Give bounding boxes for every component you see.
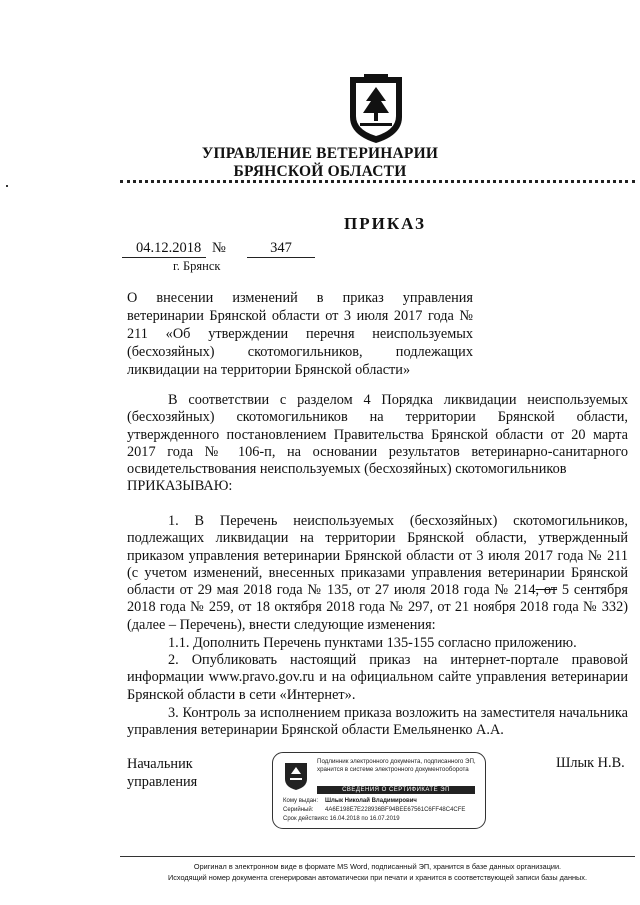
- document-date: 04.12.2018: [122, 240, 206, 258]
- order-word: ПРИКАЗЫВАЮ:: [127, 478, 233, 494]
- stamp-serial-value: 4A6E198E7E228936BF94BEE67561C6FF48C4CFE: [325, 807, 466, 813]
- item-1-text-b: 5 сентября 2018 года № 259, от 18 октября 2018 года № 297, от 21 ноября 2018 года № 332) (далее – Перечень), внести следующие изменения:: [127, 582, 629, 633]
- document-city: г. Брянск: [173, 259, 221, 273]
- organization-name-line1: УПРАВЛЕНИЕ ВЕТЕРИНАРИИ: [201, 145, 439, 162]
- stamp-validity-label: Срок действия:: [283, 816, 326, 822]
- stamp-header-line2: хранится в системе электронного документооборота: [317, 765, 469, 773]
- stamp-issued-row: [283, 798, 483, 804]
- signatory-title: [127, 755, 197, 791]
- item-1-1-paragraph: 1.1. Дополнить Перечень пунктами 135-155 согласно приложению.: [168, 635, 577, 651]
- stamp-emblem-icon: [283, 761, 309, 791]
- document-type-title: ПРИКАЗ: [344, 214, 426, 233]
- header-divider: [120, 180, 635, 183]
- document-number: 347: [247, 240, 315, 258]
- stamp-header-line1: Подлинник электронного документа, подписанного ЭП,: [317, 758, 476, 765]
- signatory-name: Шлык Н.В.: [556, 755, 625, 771]
- signatory-title-line1: Начальник: [127, 756, 193, 772]
- item-2-paragraph: 2. Опубликовать настоящий приказ на интернет-портале правовой информации www.pravo.gov.ru и на официальном сайте управления ветеринарии Брянской области в сети «Интернет».: [127, 652, 628, 703]
- stamp-issued-label: Кому выдан:: [283, 798, 319, 804]
- electronic-signature-stamp: [272, 752, 486, 829]
- signatory-title-line2: управления: [127, 774, 198, 790]
- stamp-issued-value: Шлык Николай Владимирович: [325, 798, 417, 804]
- stamp-header: [317, 758, 483, 773]
- stamp-serial-label: Серийный:: [283, 807, 314, 813]
- stamp-validity-value: с 16.04.2018 по 16.07.2019: [325, 816, 400, 822]
- item-1-text-a: 1. В Перечень неиспользуемых (бесхозяйных) скотомогильников, подлежащих ликвидации на территории Брянской области, утвержденный приказом управления ветеринарии Брянской области от 3 июля 2017 года № 211 (с учетом изменений, внесенных приказами управления ветеринарии Брянской области от 29 мая 2018 года № 135, от 27 июля 2018 года № 214: [127, 513, 628, 599]
- number-label: №: [212, 240, 226, 256]
- coat-of-arms-emblem: [346, 73, 406, 145]
- stray-mark: [6, 185, 8, 187]
- stamp-validity-row: [283, 816, 483, 822]
- item-3-paragraph: 3. Контроль за исполнением приказа возложить на заместителя начальника управления ветеринарии Брянской области Емельяненко А.А.: [127, 705, 628, 739]
- item-1-strikethrough: , от: [535, 582, 558, 599]
- stamp-certificate-bar: СВЕДЕНИЯ О СЕРТИФИКАТЕ ЭП: [317, 786, 475, 794]
- organization-name-line2: БРЯНСКОЙ ОБЛАСТИ: [233, 163, 407, 180]
- item-1-paragraph: [127, 513, 628, 634]
- footer-line2: Исходящий номер документа сгенерирован автоматически при печати и хранится в соответствующей записи базы данных.: [168, 873, 587, 882]
- stamp-serial-row: [283, 807, 483, 813]
- footer-divider: [120, 856, 635, 857]
- preamble-paragraph: В соответствии с разделом 4 Порядка ликвидации неиспользуемых (бесхозяйных) скотомогильников на территории Брянской области, утвержденного постановлением Правительства Брянской области от 20 марта 2017 года № 106-п, на основании результатов ветеринарно-санитарного освидетельствования неиспользуемых (бесхозяйных) скотомогильников: [127, 392, 628, 478]
- document-subject: О внесении изменений в приказ управления ветеринарии Брянской области от 3 июля 2017 года № 211 «Об утверждении перечня неиспользуемых (бесхозяйных) скотомогильников, подлежащих ликвидации на территории Брянской области»: [127, 290, 473, 378]
- footer-line1: Оригинал в электронном виде в формате MS Word, подписанный ЭП, хранится в базе данных организации.: [193, 862, 562, 871]
